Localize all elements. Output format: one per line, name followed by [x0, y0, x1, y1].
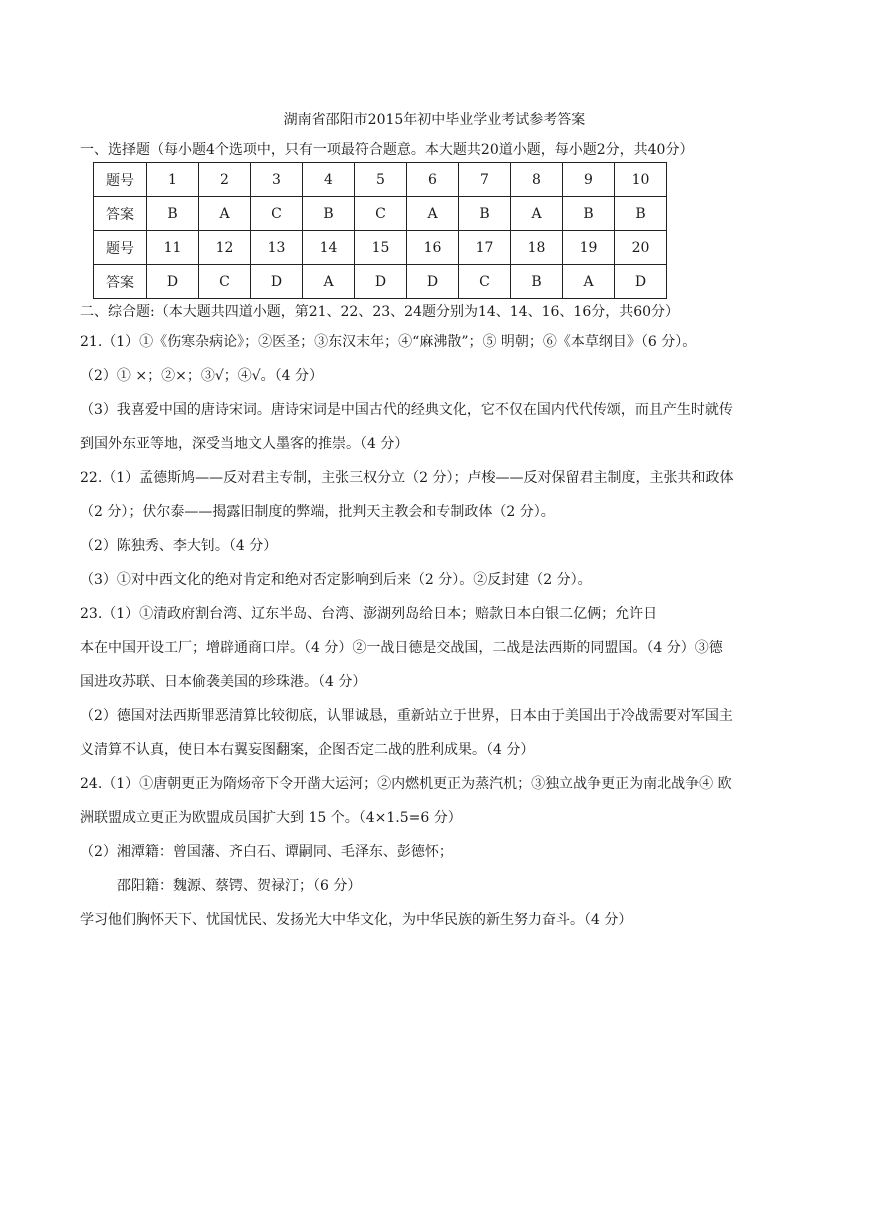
- table-cell: 2: [199, 163, 251, 197]
- q24-part2-line2: 邵阳籍：魏源、蔡锷、贺禄汀；（6 分）: [117, 878, 362, 894]
- table-cell: 13: [251, 231, 303, 265]
- table-cell: 8: [511, 163, 563, 197]
- table-cell: A: [563, 265, 615, 299]
- q23-part1-line3: 国进攻苏联、日本偷袭美国的珍珠港。（4 分）: [80, 674, 367, 690]
- table-cell: C: [355, 197, 407, 231]
- answer-table: [93, 162, 667, 299]
- table-cell: C: [459, 265, 511, 299]
- table-cell: D: [407, 265, 459, 299]
- q22-part1-line1: 22.（1）孟德斯鸠——反对君主专制，主张三权分立（2 分）；卢梭——反对保留君主制度，主张共和政体: [80, 470, 734, 486]
- table-cell: B: [511, 265, 563, 299]
- page-title: 湖南省邵阳市2015年初中毕业学业考试参考答案: [283, 112, 586, 128]
- table-row: [94, 163, 667, 197]
- q21-part2: （2）① ×；②×；③√；④√。（4 分）: [80, 368, 324, 384]
- q23-part2-line1: （2）德国对法西斯罪恶清算比较彻底，认罪诚恳，重新站立于世界，日本由于美国出于冷战需要对军国主: [80, 708, 733, 724]
- table-cell: 20: [615, 231, 667, 265]
- table-cell: 6: [407, 163, 459, 197]
- table-cell: A: [407, 197, 459, 231]
- table-cell: 3: [251, 163, 303, 197]
- table-cell: 18: [511, 231, 563, 265]
- row-label: 题号: [94, 163, 147, 197]
- q22-part3: （3）①对中西文化的绝对肯定和绝对否定影响到后来（2 分）。②反封建（2 分）。: [80, 572, 592, 588]
- section1-heading: 一、选择题（每小题4个选项中，只有一项最符合题意。本大题共20道小题，每小题2分，共40分）: [80, 142, 694, 158]
- table-cell: 1: [147, 163, 199, 197]
- q21-part1: 21.（1）①《伤寒杂病论》；②医圣；③东汉末年；④“麻沸散”；⑤ 明朝；⑥《本草纲目》（6 分）。: [80, 334, 697, 350]
- table-cell: 19: [563, 231, 615, 265]
- row-label: 题号: [94, 231, 147, 265]
- table-cell: C: [199, 265, 251, 299]
- table-cell: A: [303, 265, 355, 299]
- q24-part2-line1: （2）湘潭籍：曾国藩、齐白石、谭嗣同、毛泽东、彭德怀；: [80, 844, 453, 860]
- table-cell: 10: [615, 163, 667, 197]
- table-cell: 14: [303, 231, 355, 265]
- row-label: 答案: [94, 265, 147, 299]
- section2-heading: 二、综合题:（本大题共四道小题，第21、22、23、24题分别为14、14、16、16分，共60分）: [80, 304, 680, 320]
- row-label: 答案: [94, 197, 147, 231]
- q21-part3-line1: （3）我喜爱中国的唐诗宋词。唐诗宋词是中国古代的经典文化，它不仅在国内代代传颂，而且产生时就传: [80, 402, 733, 418]
- table-cell: 12: [199, 231, 251, 265]
- q21-part3-line2: 到国外东亚等地，深受当地文人墨客的推崇。（4 分）: [80, 436, 409, 452]
- table-cell: D: [355, 265, 407, 299]
- table-cell: A: [199, 197, 251, 231]
- table-cell: 16: [407, 231, 459, 265]
- table-cell: 9: [563, 163, 615, 197]
- table-cell: D: [615, 265, 667, 299]
- table-row: [94, 265, 667, 299]
- q24-part1-line1: 24.（1）①唐朝更正为隋炀帝下令开凿大运河；②内燃机更正为蒸汽机；③独立战争更正为南北战争④ 欧: [80, 776, 732, 792]
- table-cell: D: [147, 265, 199, 299]
- table-cell: B: [615, 197, 667, 231]
- q24-part1-line2: 洲联盟成立更正为欧盟成员国扩大到 15 个。（4×1.5=6 分）: [80, 810, 462, 826]
- q23-part2-line2: 义清算不认真，使日本右翼妄图翻案，企图否定二战的胜利成果。（4 分）: [80, 742, 535, 758]
- table-cell: A: [511, 197, 563, 231]
- table-cell: 7: [459, 163, 511, 197]
- table-cell: B: [563, 197, 615, 231]
- q22-part1-line2: （2 分）；伏尔泰——揭露旧制度的弊端，批判天主教会和专制政体（2 分）。: [80, 504, 555, 520]
- table-row: [94, 197, 667, 231]
- table-cell: C: [251, 197, 303, 231]
- table-cell: 17: [459, 231, 511, 265]
- table-cell: B: [303, 197, 355, 231]
- table-cell: B: [459, 197, 511, 231]
- table-cell: 11: [147, 231, 199, 265]
- table-cell: 15: [355, 231, 407, 265]
- q23-part1-line2: 本在中国开设工厂；增辟通商口岸。（4 分）②一战日德是交战国，二战是法西斯的同盟国。（4 分）③德: [80, 640, 723, 656]
- table-cell: D: [251, 265, 303, 299]
- table-cell: 4: [303, 163, 355, 197]
- table-cell: 5: [355, 163, 407, 197]
- table-cell: B: [147, 197, 199, 231]
- q23-part1-line1: 23.（1）①清政府割台湾、辽东半岛、台湾、澎湖列岛给日本；赔款日本白银二亿俩；允许日: [80, 606, 658, 622]
- q22-part2: （2）陈独秀、李大钊。（4 分）: [80, 538, 278, 554]
- q24-conclusion: 学习他们胸怀天下、忧国忧民、发扬光大中华文化，为中华民族的新生努力奋斗。（4 分）: [80, 912, 633, 928]
- table-row: [94, 231, 667, 265]
